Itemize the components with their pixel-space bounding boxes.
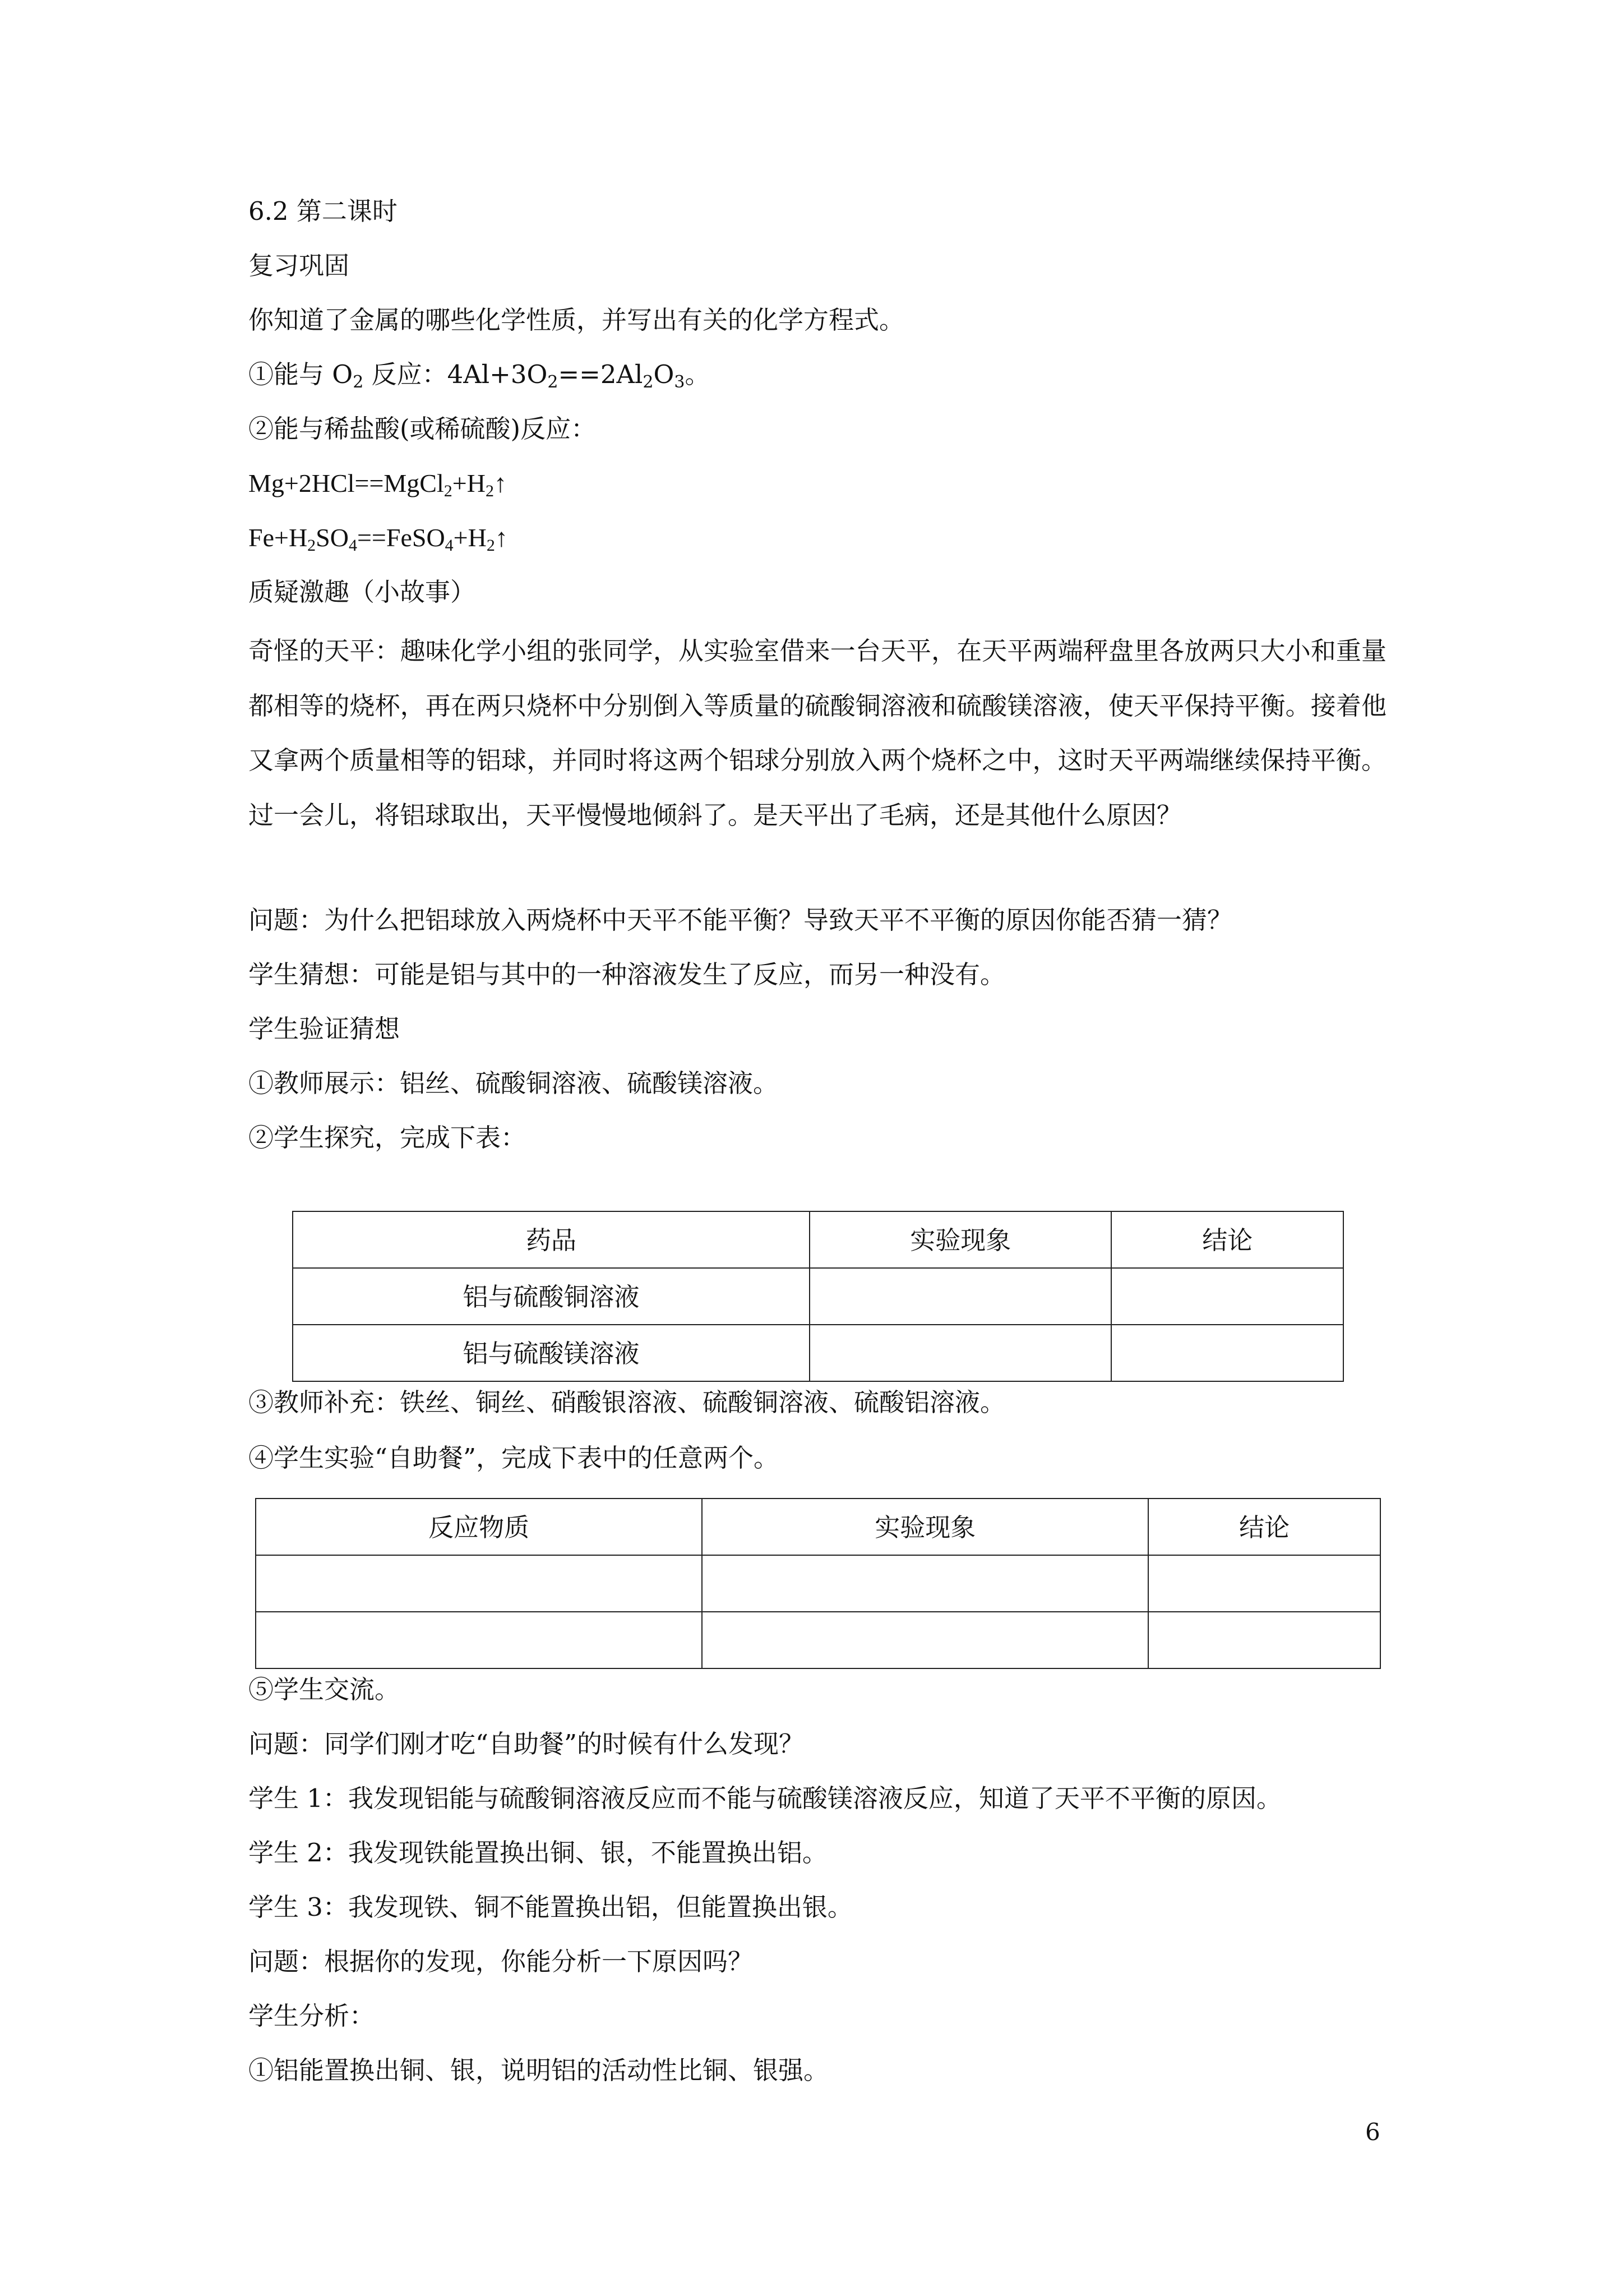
table-row	[256, 1555, 1380, 1612]
table-header-row	[293, 1211, 1343, 1268]
table-cell	[702, 1555, 1148, 1612]
step-1: ①教师展示：铝丝、硫酸铜溶液、硫酸镁溶液。	[248, 1068, 779, 1098]
table-header-cell: 实验现象	[702, 1499, 1148, 1555]
table-header-cell: 药品	[293, 1211, 810, 1268]
question-2: 问题：同学们刚才吃“自助餐”的时候有什么发现？	[248, 1729, 805, 1759]
lesson-title: 6.2 第二课时	[248, 196, 398, 226]
student-2-answer: 学生 2：我发现铁能置换出铜、银，不能置换出铝。	[248, 1838, 828, 1868]
equation-fe: $Fe+H_2SO_4==FeSO_4+H_2↑$	[248, 523, 508, 555]
table-cell: 铝与硫酸镁溶液	[293, 1325, 810, 1381]
student-3-answer: 学生 3：我发现铁、铜不能置换出铝，但能置换出银。	[248, 1892, 853, 1922]
student-guess: 学生猜想：可能是铝与其中的一种溶液发生了反应，而另一种没有。	[248, 960, 1006, 989]
analysis-heading: 学生分析：	[248, 2001, 375, 2031]
table-cell	[810, 1325, 1111, 1381]
step-2: ②学生探究，完成下表：	[248, 1123, 526, 1152]
experiment-table-1	[292, 1211, 1344, 1382]
table-cell	[1148, 1612, 1380, 1668]
page-number: 6	[1365, 2118, 1380, 2146]
table-row	[256, 1612, 1380, 1668]
table-header-row	[256, 1499, 1380, 1555]
verify-heading: 学生验证猜想	[248, 1014, 400, 1044]
table-cell	[256, 1555, 702, 1612]
table-header-cell: 实验现象	[810, 1211, 1111, 1268]
table-cell	[1111, 1325, 1343, 1381]
table-row	[293, 1268, 1343, 1325]
table-header-cell: 反应物质	[256, 1499, 702, 1555]
review-heading: 复习巩固	[248, 251, 350, 280]
table-header-cell: 结论	[1148, 1499, 1380, 1555]
student-1-answer: 学生 1：我发现铝能与硫酸铜溶液反应而不能与硫酸镁溶液反应，知道了天平不平衡的原因。	[248, 1783, 1282, 1813]
table-cell	[1111, 1268, 1343, 1325]
table-row	[293, 1325, 1343, 1381]
table-cell	[702, 1612, 1148, 1668]
analysis-1: ①铝能置换出铜、银，说明铝的活动性比铜、银强。	[248, 2055, 829, 2085]
table-cell	[1148, 1555, 1380, 1612]
step-5: ⑤学生交流。	[248, 1675, 400, 1704]
o2-reaction-line: ①能与 $O_2$ 反应：$4Al+3O_2==2Al_2O_3$。	[248, 359, 710, 392]
table-header-cell: 结论	[1111, 1211, 1343, 1268]
experiment-table-2	[255, 1498, 1381, 1669]
question-1: 问题：为什么把铝球放入两烧杯中天平不能平衡？导致天平不平衡的原因你能否猜一猜？	[248, 905, 1233, 935]
question-3: 问题：根据你的发现，你能分析一下原因吗？	[248, 1947, 754, 1976]
table-cell: 铝与硫酸铜溶液	[293, 1268, 810, 1325]
story-heading: 质疑激趣（小故事）	[248, 577, 476, 607]
story-paragraph: 奇怪的天平：趣味化学小组的张同学，从实验室借来一台天平，在天平两端秤盘里各放两只大小和重量都相等的烧杯，再在两只烧杯中分别倒入等质量的硫酸铜溶液和硫酸镁溶液，使天平保持平衡。接着他又拿两个质量相等的铝球，并同时将这两个铝球分别放入两个烧杯之中，这时天平两端继续保持平衡。过一会儿，将铝球取出，天平慢慢地倾斜了。是天平出了毛病，还是其他什么原因？	[248, 636, 1387, 830]
review-question: 你知道了金属的哪些化学性质，并写出有关的化学方程式。	[248, 305, 905, 335]
table-cell	[256, 1612, 702, 1668]
step-4: ④学生实验“自助餐”，完成下表中的任意两个。	[248, 1443, 779, 1473]
step-3: ③教师补充：铁丝、铜丝、硝酸银溶液、硫酸铜溶液、硫酸铝溶液。	[248, 1387, 1006, 1417]
equation-mg: $Mg+2HCl==MgCl_2+H_2↑$	[248, 469, 507, 500]
table-cell	[810, 1268, 1111, 1325]
acid-reaction-label: ②能与稀盐酸(或稀硫酸)反应：	[248, 414, 597, 444]
